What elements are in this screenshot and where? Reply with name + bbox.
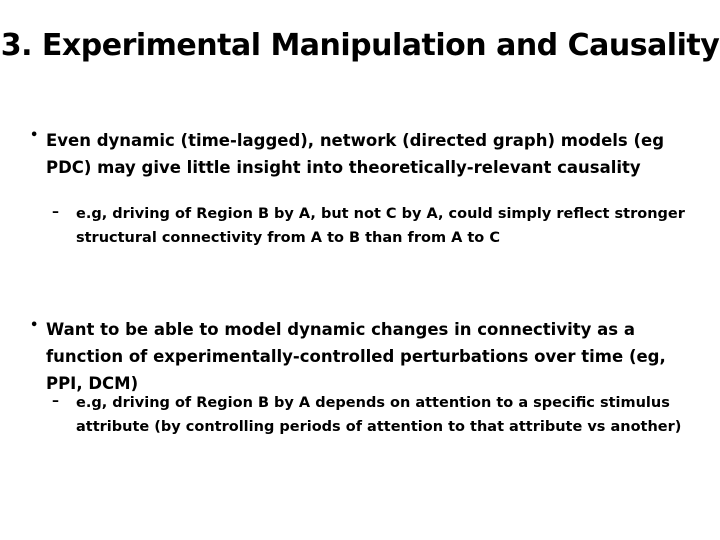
- sub-bullet-marker: –: [52, 204, 59, 220]
- bullet-text: Want to be able to model dynamic changes in connectivity as a function of experimentally-controlled perturbations over time (eg, PPI, DCM): [46, 320, 666, 393]
- slide-title: 3. Experimental Manipulation and Causality: [0, 28, 720, 63]
- sub-bullet-marker: –: [52, 393, 59, 409]
- sub-bullet-text: e.g, driving of Region B by A depends on attention to a specific stimulus attribute (by controlling periods of attention to that attribute vs another): [76, 395, 682, 435]
- sub-bullet-text: e.g, driving of Region B by A, but not C by A, could simply reflect stronger structural connectivity from A to B than from A to C: [76, 206, 685, 246]
- bullet-marker: •: [30, 318, 39, 333]
- bullet-marker: •: [30, 128, 39, 143]
- bullet-text: Even dynamic (time-lagged), network (directed graph) models (eg PDC) may give little insight into theoretically-relevant causality: [46, 131, 665, 177]
